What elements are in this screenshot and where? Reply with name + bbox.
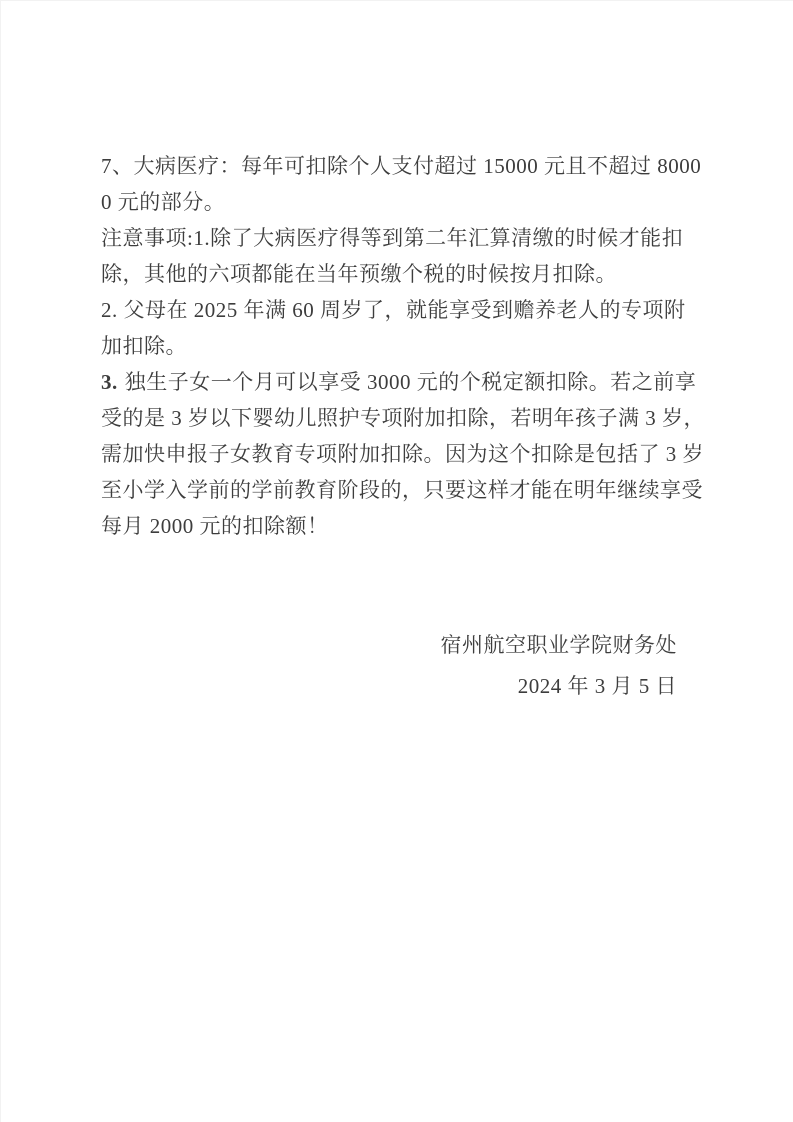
para-serious-illness-medical: [101, 148, 701, 220]
text-line: 注意事项:1.除了大病医疗得等到第二年汇算清缴的时候才能扣: [101, 226, 684, 250]
text-line: 2. 父母在 2025 年满 60 周岁了，就能享受到赡养老人的专项附: [101, 298, 686, 322]
text-line-content: 独生子女一个月可以享受 3000 元的个税定额扣除。若之前享: [124, 370, 697, 394]
text-line: 每月 2000 元的扣除额！: [101, 514, 329, 538]
para-notes-item-1: [101, 220, 701, 292]
text-line: 需加快申报子女教育专项附加扣除。因为这个扣除是包括了 3 岁: [101, 442, 704, 466]
document-body: [101, 148, 705, 544]
para-notes-item-2: [101, 292, 701, 364]
text-line: 至小学入学前的学前教育阶段的，只要这样才能在明年继续享受: [101, 478, 703, 502]
signature-date: 2024 年 3 月 5 日: [517, 674, 677, 698]
text-line: 7、大病医疗：每年可扣除个人支付超过 15000 元且不超过 8000: [101, 154, 702, 178]
para-notes-item-3: [101, 364, 705, 544]
list-marker-bold: 3.: [101, 370, 118, 394]
text-line: [101, 364, 701, 400]
text-line: 除，其他的六项都能在当年预缴个税的时候按月扣除。: [101, 262, 617, 286]
text-line: 受的是 3 岁以下婴幼儿照护专项附加扣除，若明年孩子满 3 岁，: [101, 406, 705, 430]
text-line: 0 元的部分。: [101, 190, 226, 214]
signature-block: [441, 625, 678, 707]
signature-organization: 宿州航空职业学院财务处: [440, 633, 677, 657]
text-line: 加扣除。: [101, 334, 187, 358]
